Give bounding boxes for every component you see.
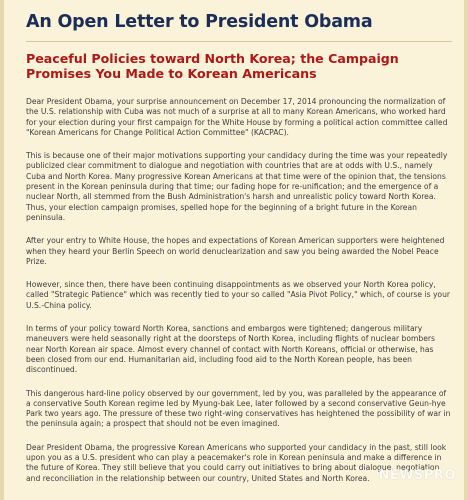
letter-subtitle: Peaceful Policies toward North Korea; the Campaign Promises You Made to Korean Americans: [26, 51, 399, 81]
title-divider: [26, 41, 452, 42]
watermark: NEWSPRO: [378, 468, 456, 483]
paragraph-2: This is because one of their major motivations supporting your candidacy during the time was your repeatedly publicized clear commitment to dialogue and negotiation with countries that are at odds with U.S., namely Cuba and North Korea. Many progressive Korean Americans at that time were of the opinion that, the tensions present in the Korean peninsula during that time; our fading hope for re-unification; and the emergence of a nuclear North, all stemmed from the Bush Administration's harsh and unrealistic policy toward North Korea. Thus, your election campaign promises, spelled hope for the beginning of a bright future in the Korean peninsula.: [26, 151, 448, 222]
letter-content: [26, 10, 452, 497]
page-title: An Open Letter to President Obama: [26, 12, 373, 32]
paragraph-7: Dear President Obama, the progressive Korean Americans who supported your candidacy in the past, still look upon you as a U.S. president who can play a peacemaker's role in Korean peninsula and make a difference in the future of Korea. They still believe that you could carry out initiatives to bring about dialogue, negotiation and reconciliation in the relationship between our country, United States and North Korea.: [26, 442, 447, 483]
paragraph-3: After your entry to White House, the hopes and expectations of Korean American supporters were heightened when they heard your Berlin Speech on world denuclearization and saw you being awarded the Nobel Peace Prize.: [26, 236, 445, 266]
paragraph-4: However, since then, there have been continuing disappointments as we observed your North Korea policy, called "Strategic Patience" which was recently tied to your so called "Asia Pivot Policy," which, of course is your U.S.-China policy.: [26, 280, 451, 310]
paragraph-1: Dear President Obama, your surprise announcement on December 17, 2014 pronouncing the normalization of the U.S. relationship with Cuba was not much of a surprise at all to many Korean Americans, who worked hard for your election during your first campaign for the White House by forming a political action committee called "Korean Americans for Change Political Action Committee" (KACPAC).: [26, 97, 448, 137]
paragraph-5: In terms of your policy toward North Korea, sanctions and embargos were tightened; dangerous military maneuvers were held seasonally right at the doorsteps of North Korea, including flights of nuclear bombers near North Korean air space. Almost every channel of contact with North Koreans, official or otherwise, has been closed from our end. Humanitarian aid, including food aid to the North Korean people, has been discontinued.: [26, 324, 435, 375]
paragraph-6: This dangerous hard-line policy observed by our government, led by you, was paralleled by the appearance of a conservative South Korean regime led by Myung-bak Lee, later followed by a second conservative Geun-hye Park two years ago. The pressure of these two right-wing conservatives has heightened the possibility of war in the peninsula again; a prospect that should not be even imagined.: [26, 388, 451, 429]
